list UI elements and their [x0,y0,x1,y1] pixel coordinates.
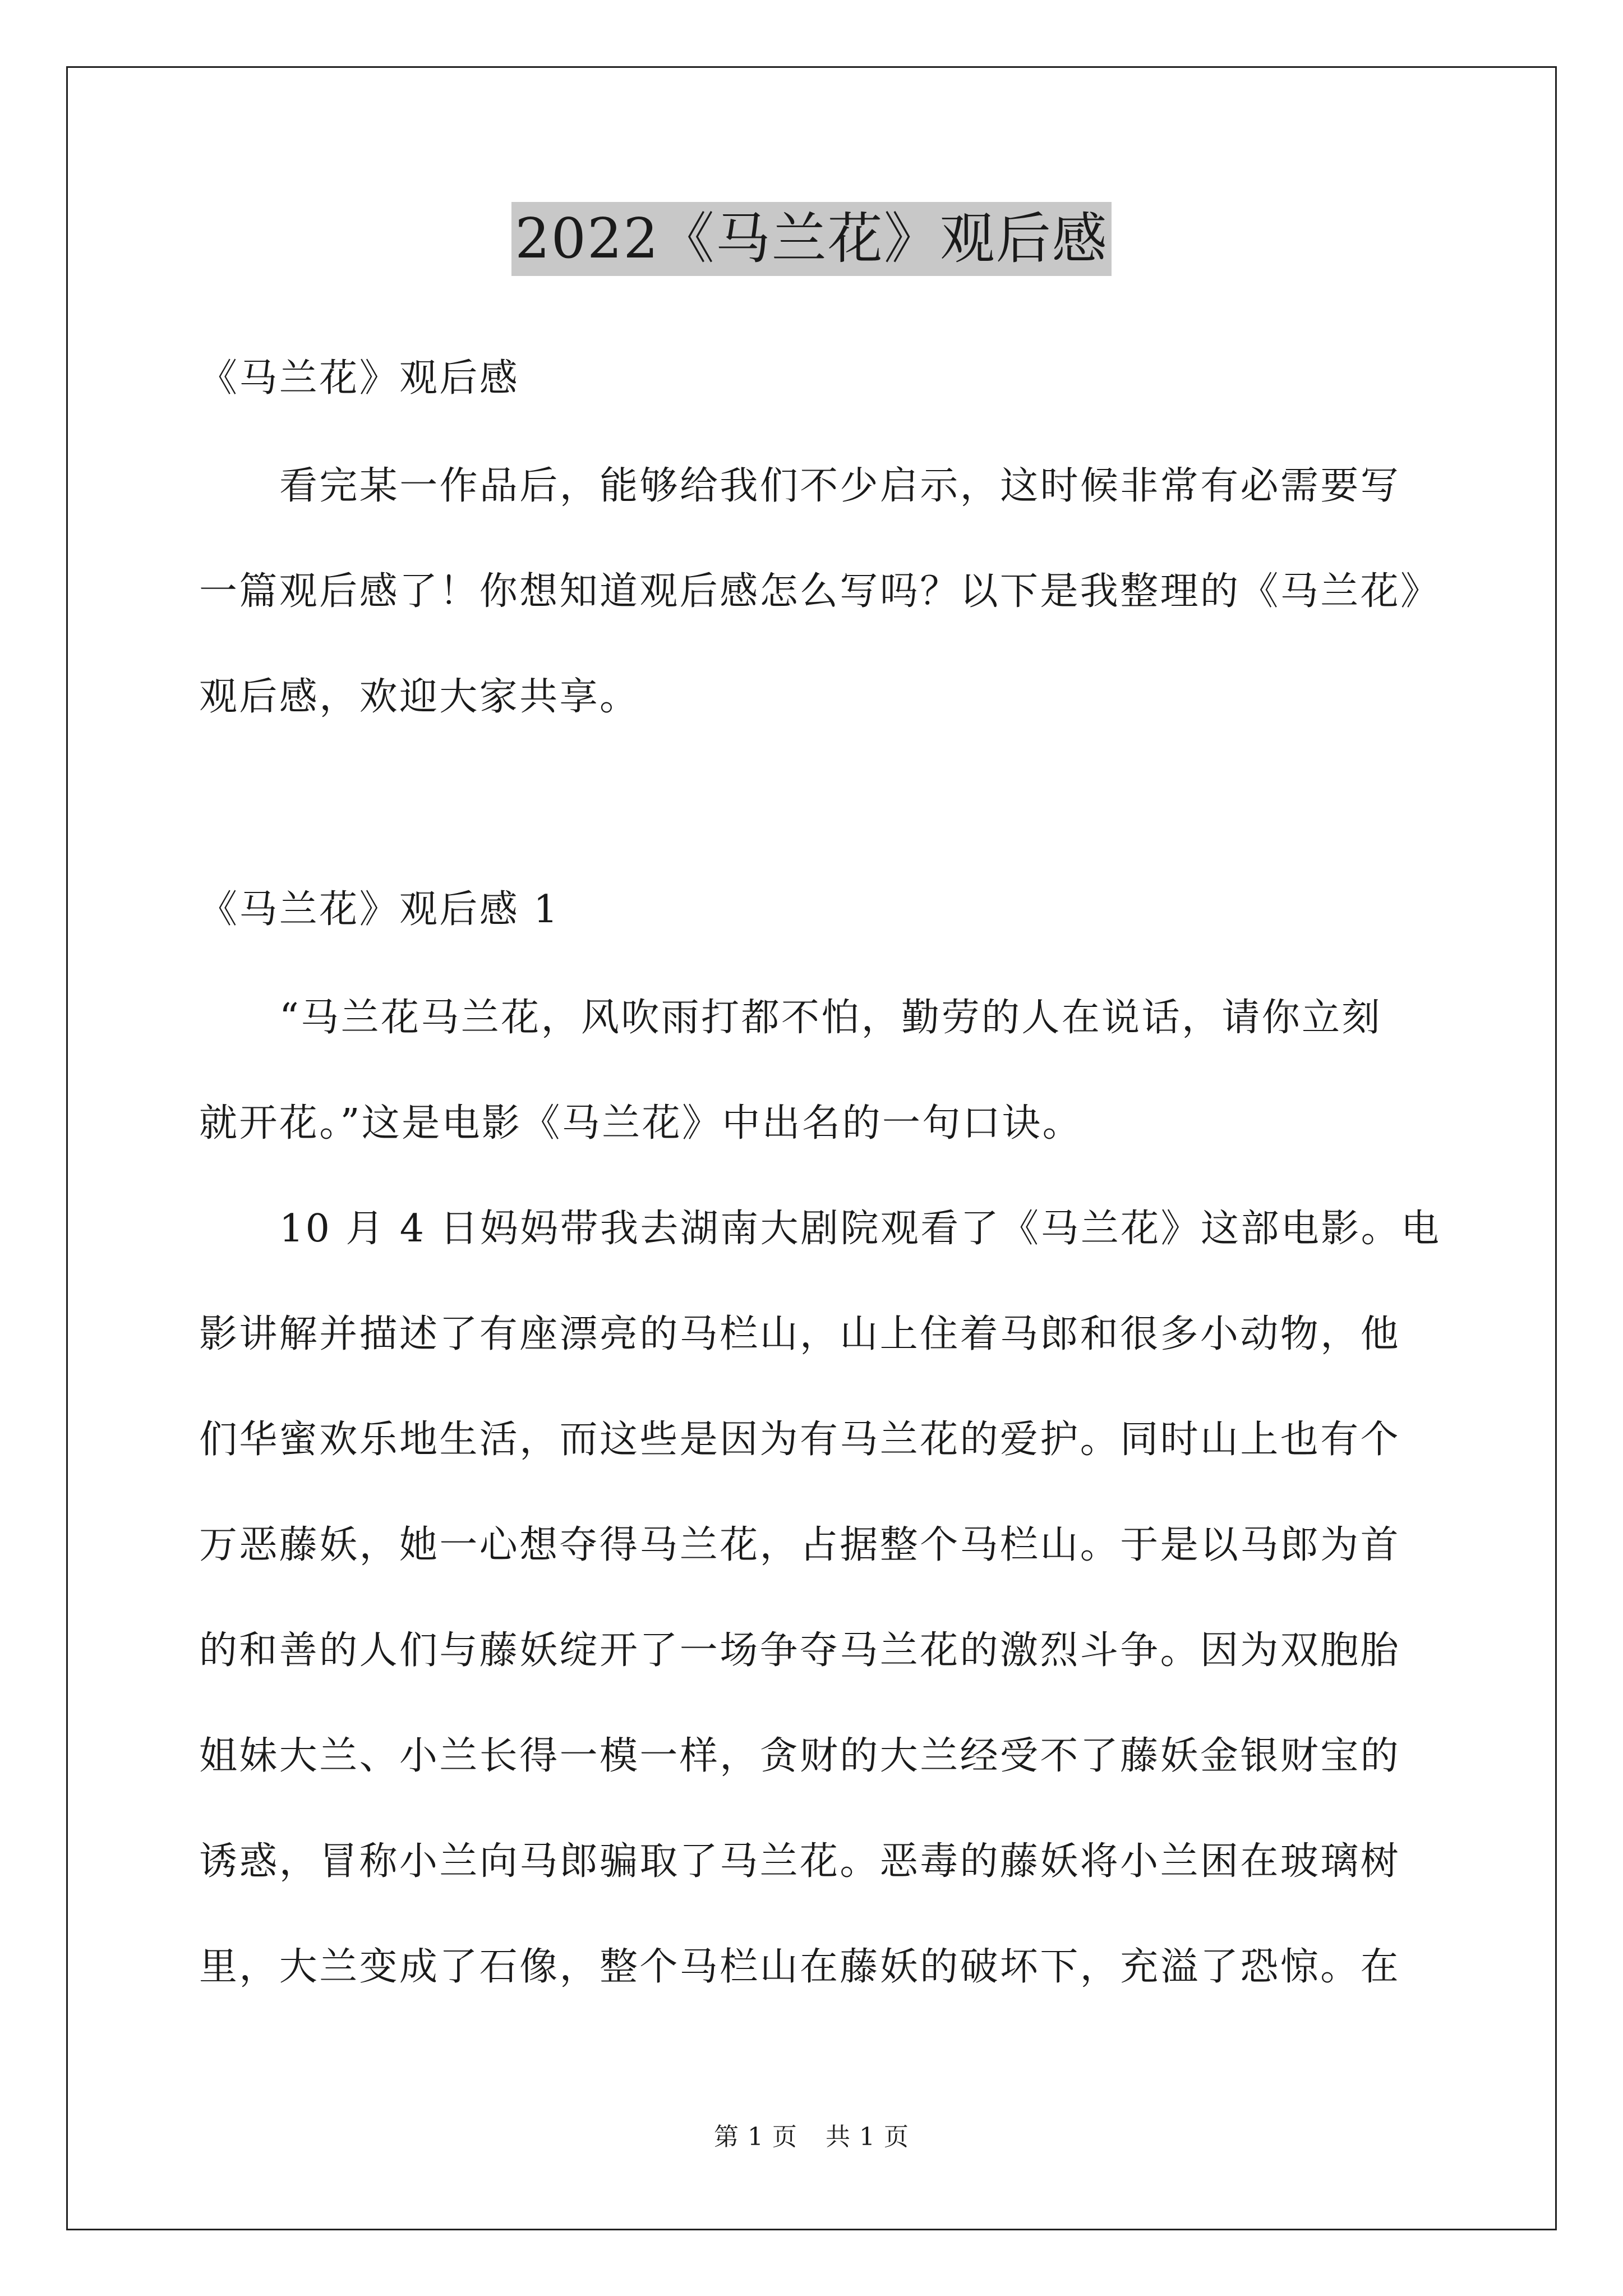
paragraph-line: 诱惑，冒称小兰向马郎骗取了马兰花。恶毒的藤妖将小兰困在玻璃树 [199,1839,1401,1884]
paragraph-line: 就开花。”这是电影《马兰花》中出名的一句口诀。 [199,1101,1082,1145]
paragraph-line: 观后感，欢迎大家共享。 [199,675,640,719]
paragraph-line: 影讲解并描述了有座漂亮的马栏山，山上住着马郎和很多小动物，他 [199,1312,1401,1356]
page-footer [0,2120,1623,2154]
paragraph-line: 们华蜜欢乐地生活，而这些是因为有马兰花的爱护。同时山上也有个 [199,1418,1401,1462]
paragraph-line: “马兰花马兰花，风吹雨打都不怕，勤劳的人在说话，请你立刻 [279,996,1382,1040]
page-total: 共 1 页 [826,2123,909,2151]
paragraph-line: 姐妹大兰、小兰长得一模一样，贪财的大兰经受不了藤妖金银财宝的 [199,1734,1401,1778]
paragraph-line: 的和善的人们与藤妖绽开了一场争夺马兰花的激烈斗争。因为双胞胎 [199,1628,1401,1673]
title-container [0,202,1623,276]
section-heading-1: 《马兰花》观后感 1 [199,887,560,932]
paragraph-line: 里，大兰变成了石像，整个马栏山在藤妖的破坏下，充溢了恐惊。在 [199,1945,1401,1989]
paragraph-line: 一篇观后感了！你想知道观后感怎么写吗？以下是我整理的《马兰花》 [199,569,1441,614]
paragraph-line: 万恶藤妖，她一心想夺得马兰花，占据整个马栏山。于是以马郎为首 [199,1523,1401,1567]
section-heading-intro: 《马兰花》观后感 [199,356,520,401]
page-number: 第 1 页 [714,2123,797,2151]
paragraph-line: 看完某一作品后，能够给我们不少启示，这时候非常有必需要写 [279,464,1401,508]
paragraph-line: 10 月 4 日妈妈带我去湖南大剧院观看了《马兰花》这部电影。电 [279,1207,1441,1251]
document-title: 2022《马兰花》观后感 [511,202,1111,276]
